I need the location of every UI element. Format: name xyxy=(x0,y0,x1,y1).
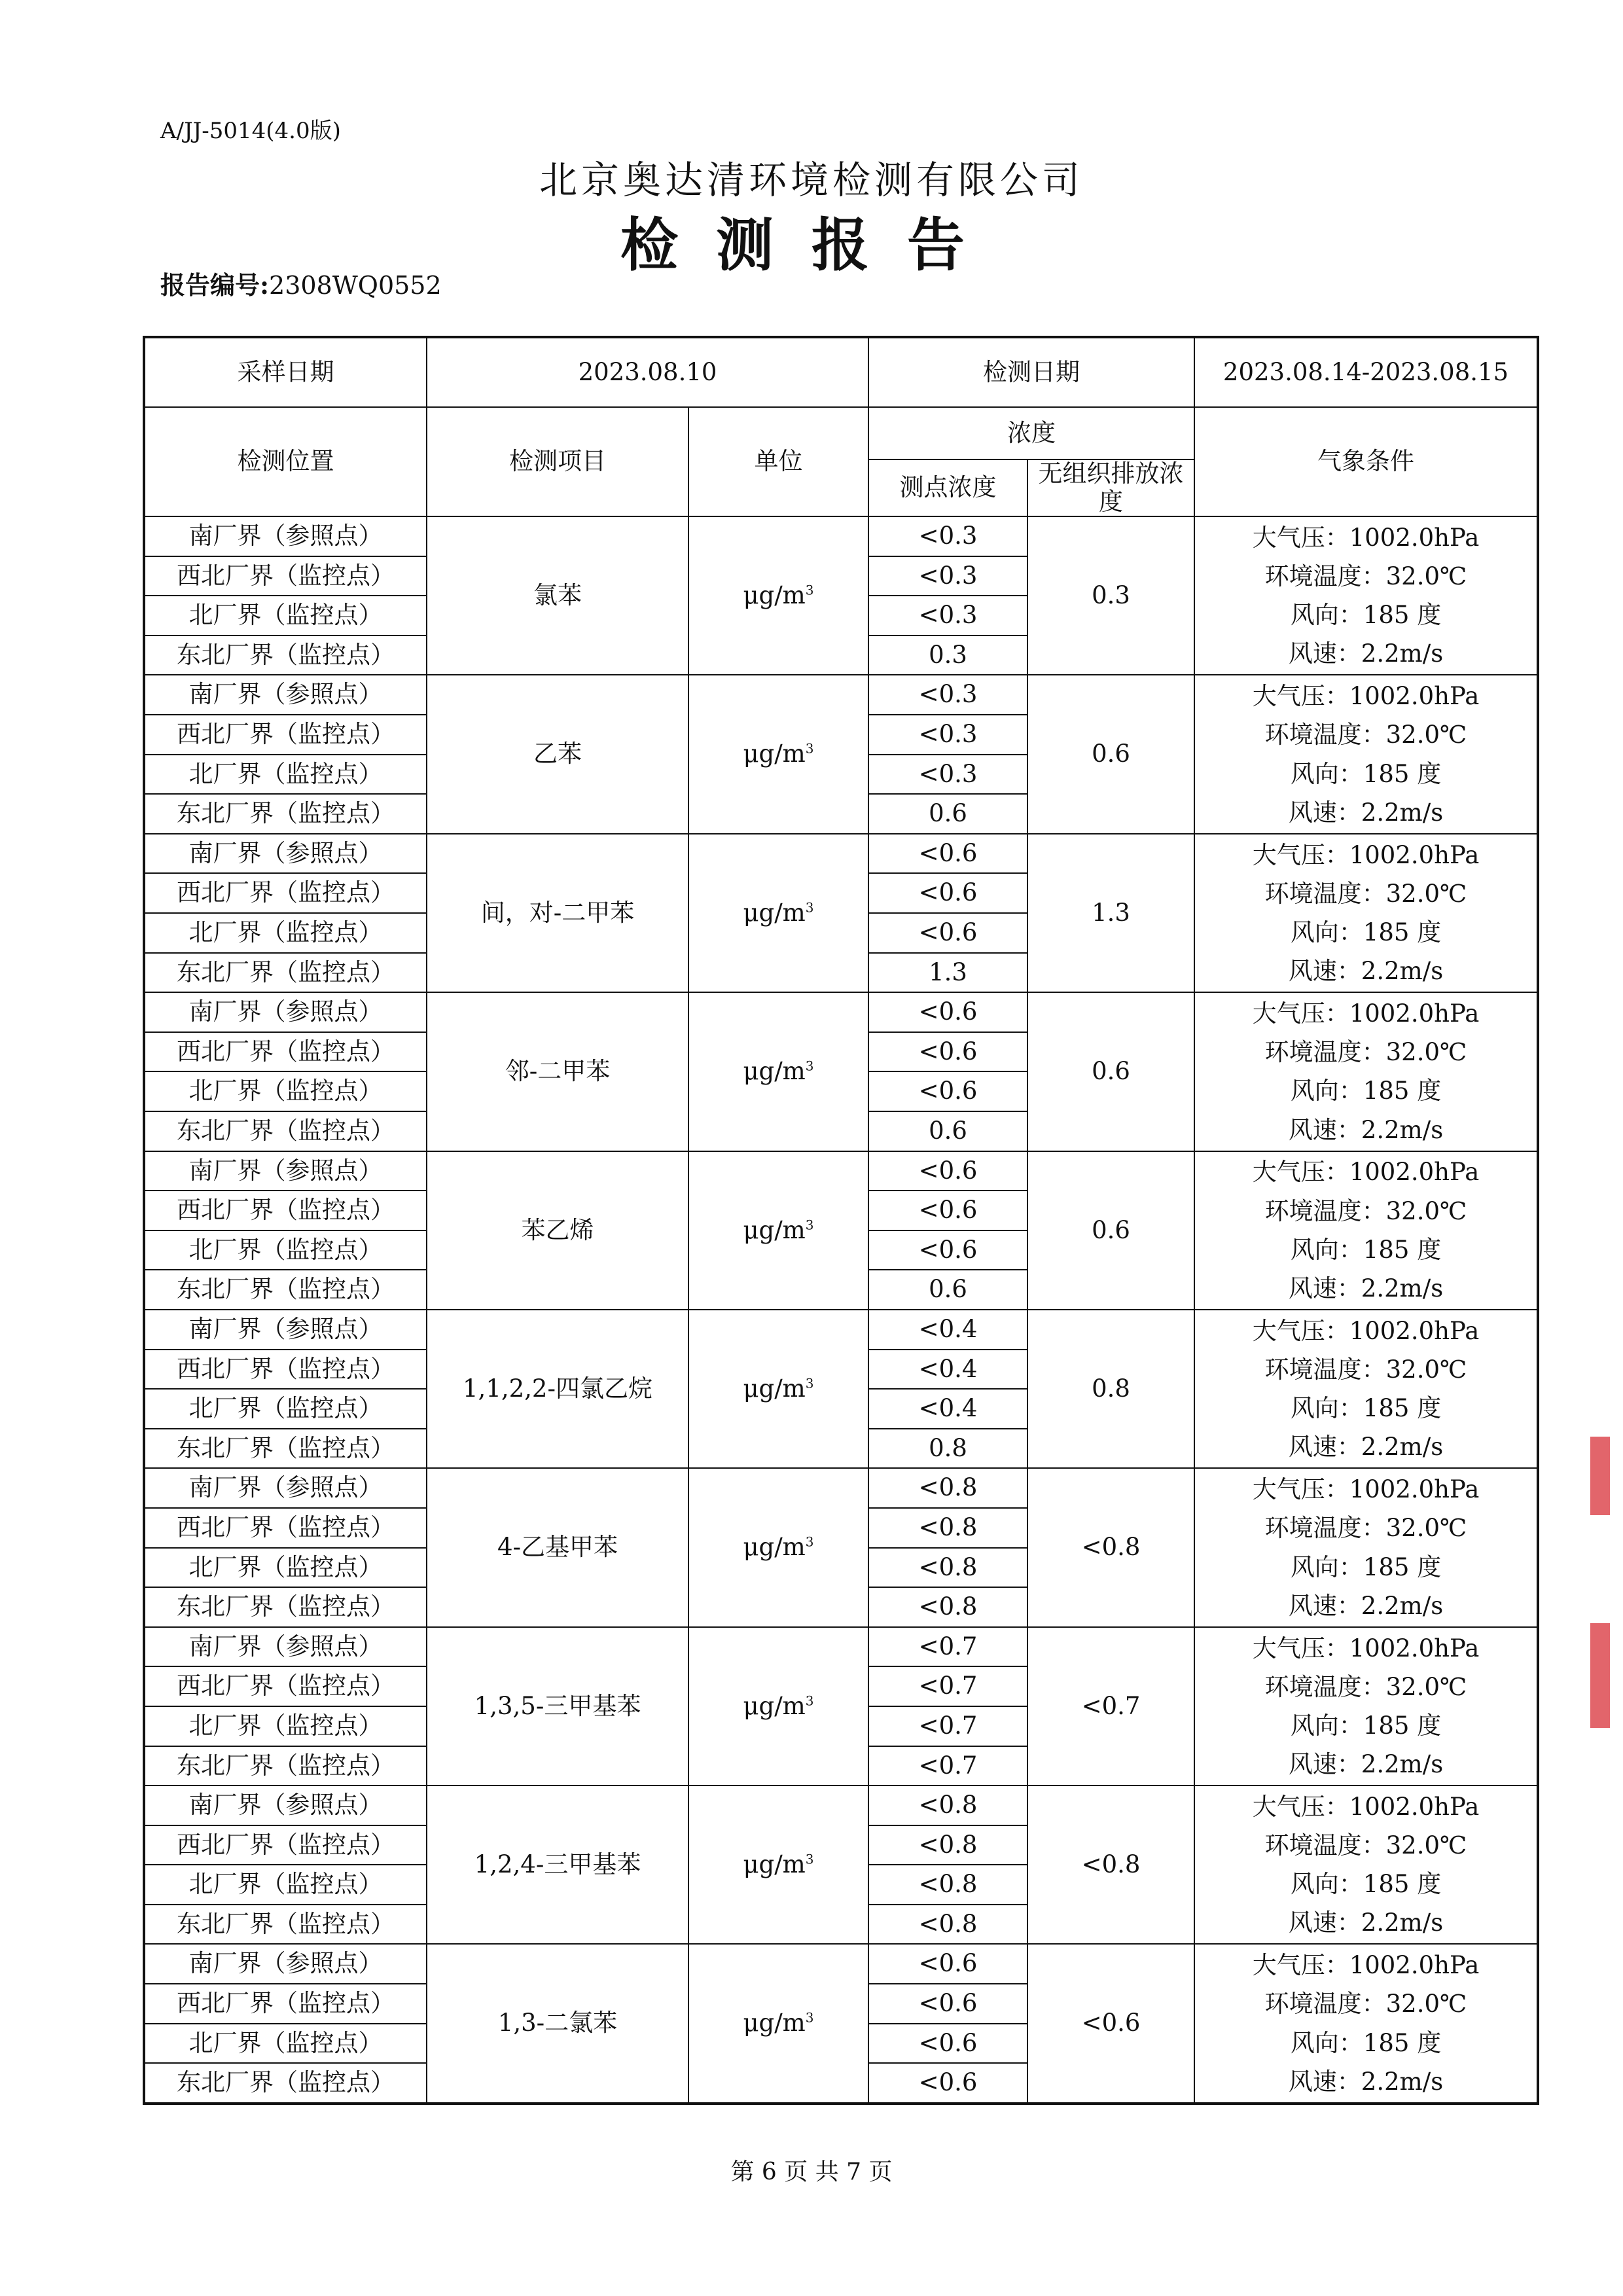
point-conc-cell: <0.7 xyxy=(868,1746,1027,1786)
weather-line: 环境温度：32.0℃ xyxy=(1264,1355,1467,1384)
point-conc-cell: <0.6 xyxy=(868,1984,1027,2024)
item-cell: 邻-二甲苯 xyxy=(427,992,688,1151)
location-cell: 西北厂界（监控点） xyxy=(144,1032,427,1072)
location-cell: 北厂界（监控点） xyxy=(144,2024,427,2064)
weather-line: 风速：2.2m/s xyxy=(1288,957,1444,986)
weather-line: 大气压：1002.0hPa xyxy=(1252,1951,1480,1980)
location-cell: 北厂界（监控点） xyxy=(144,755,427,795)
point-conc-cell: <0.8 xyxy=(868,1587,1027,1627)
location-cell: 南厂界（参照点） xyxy=(144,516,427,556)
weather-line: 风速：2.2m/s xyxy=(1288,1591,1444,1620)
table-row xyxy=(144,992,1538,1032)
weather-line: 风向：185 度 xyxy=(1290,2028,1442,2057)
location-cell: 北厂界（监控点） xyxy=(144,1389,427,1429)
unit-superscript: 3 xyxy=(805,2010,814,2026)
item-cell: 1,1,2,2-四氯乙烷 xyxy=(427,1310,688,1468)
report-number xyxy=(160,265,442,301)
table-row-header xyxy=(144,407,1538,459)
weather-line: 大气压：1002.0hPa xyxy=(1252,1475,1480,1504)
table-row-dates xyxy=(144,337,1538,407)
unit-text: μg/m xyxy=(743,1850,806,1878)
weather-cell xyxy=(1194,516,1538,675)
table-row xyxy=(144,1310,1538,1350)
weather-line: 环境温度：32.0℃ xyxy=(1264,1038,1467,1067)
point-conc-cell: <0.6 xyxy=(868,2024,1027,2064)
weather-line: 风速：2.2m/s xyxy=(1288,1274,1444,1302)
location-cell: 西北厂界（监控点） xyxy=(144,556,427,596)
location-cell: 东北厂界（监控点） xyxy=(144,1111,427,1151)
unit-cell xyxy=(688,992,868,1151)
seal-fragment xyxy=(1590,1437,1610,1515)
location-cell: 西北厂界（监控点） xyxy=(144,1825,427,1865)
location-cell: 东北厂界（监控点） xyxy=(144,1270,427,1310)
location-cell: 南厂界（参照点） xyxy=(144,992,427,1032)
location-cell: 南厂界（参照点） xyxy=(144,1785,427,1825)
location-cell: 南厂界（参照点） xyxy=(144,1151,427,1191)
page-number: 第 6 页 共 7 页 xyxy=(730,2159,893,2185)
table-row xyxy=(144,1468,1538,1508)
location-cell: 南厂界（参照点） xyxy=(144,834,427,874)
weather-line: 风向：185 度 xyxy=(1290,1870,1442,1899)
test-date: 2023.08.14-2023.08.15 xyxy=(1194,337,1538,407)
location-cell: 北厂界（监控点） xyxy=(144,1230,427,1270)
item-cell: 间，对-二甲苯 xyxy=(427,834,688,992)
table-row xyxy=(144,1151,1538,1191)
col-weather: 气象条件 xyxy=(1194,407,1538,516)
point-conc-cell: <0.7 xyxy=(868,1666,1027,1706)
item-cell: 4-乙基甲苯 xyxy=(427,1468,688,1626)
point-conc-cell: <0.7 xyxy=(868,1627,1027,1667)
weather-line: 风向：185 度 xyxy=(1290,1235,1442,1264)
company-name: 北京奥达清环境检测有限公司 xyxy=(539,158,1084,202)
point-conc-cell: <0.4 xyxy=(868,1389,1027,1429)
unit-text: μg/m xyxy=(743,1057,806,1086)
unit-text: μg/m xyxy=(743,1533,806,1562)
table-row xyxy=(144,1785,1538,1825)
point-conc-cell: <0.6 xyxy=(868,1032,1027,1072)
unit-cell xyxy=(688,516,868,675)
point-conc-cell: <0.8 xyxy=(868,1825,1027,1865)
unit-cell xyxy=(688,675,868,833)
weather-line: 环境温度：32.0℃ xyxy=(1264,1672,1467,1701)
location-cell: 西北厂界（监控点） xyxy=(144,1984,427,2024)
item-cell: 1,3,5-三甲基苯 xyxy=(427,1627,688,1785)
emission-cell: 0.3 xyxy=(1027,516,1194,675)
unit-text: μg/m xyxy=(743,581,806,609)
unit-superscript: 3 xyxy=(805,1534,814,1550)
point-conc-cell: <0.4 xyxy=(868,1350,1027,1390)
point-conc-cell: <0.8 xyxy=(868,1548,1027,1588)
weather-cell xyxy=(1194,1785,1538,1944)
weather-line: 风速：2.2m/s xyxy=(1288,1909,1444,1937)
weather-line: 风速：2.2m/s xyxy=(1288,1115,1444,1144)
point-conc-cell: <0.3 xyxy=(868,556,1027,596)
point-conc-cell: <0.6 xyxy=(868,1071,1027,1111)
location-cell: 东北厂界（监控点） xyxy=(144,1905,427,1945)
location-cell: 南厂界（参照点） xyxy=(144,1468,427,1508)
report-title: 检测报告 xyxy=(620,211,1003,279)
unit-superscript: 3 xyxy=(805,1058,814,1074)
emission-cell: 0.6 xyxy=(1027,992,1194,1151)
weather-line: 风速：2.2m/s xyxy=(1288,798,1444,827)
point-conc-cell: <0.8 xyxy=(868,1865,1027,1905)
weather-line: 大气压：1002.0hPa xyxy=(1252,1634,1480,1662)
point-conc-cell: <0.6 xyxy=(868,1944,1027,1984)
item-cell: 乙苯 xyxy=(427,675,688,833)
weather-line: 大气压：1002.0hPa xyxy=(1252,1792,1480,1821)
form-code: A/JJ-5014(4.0版) xyxy=(160,118,341,144)
col-unorganized: 无组织排放浓度 xyxy=(1027,459,1194,516)
unit-superscript: 3 xyxy=(805,899,814,916)
location-cell: 西北厂界（监控点） xyxy=(144,1350,427,1390)
location-cell: 南厂界（参照点） xyxy=(144,1310,427,1350)
point-conc-cell: <0.6 xyxy=(868,873,1027,913)
emission-cell: 0.6 xyxy=(1027,1151,1194,1310)
point-conc-cell: <0.3 xyxy=(868,675,1027,715)
unit-cell xyxy=(688,1468,868,1626)
test-date-label: 检测日期 xyxy=(868,337,1194,407)
location-cell: 北厂界（监控点） xyxy=(144,1071,427,1111)
sampling-date: 2023.08.10 xyxy=(427,337,868,407)
point-conc-cell: <0.6 xyxy=(868,992,1027,1032)
unit-cell xyxy=(688,1310,868,1468)
location-cell: 东北厂界（监控点） xyxy=(144,953,427,993)
point-conc-cell: <0.3 xyxy=(868,755,1027,795)
unit-superscript: 3 xyxy=(805,1693,814,1709)
weather-line: 风向：185 度 xyxy=(1290,601,1442,630)
emission-cell: <0.8 xyxy=(1027,1785,1194,1944)
point-conc-cell: <0.7 xyxy=(868,1706,1027,1746)
location-cell: 南厂界（参照点） xyxy=(144,675,427,715)
point-conc-cell: <0.3 xyxy=(868,516,1027,556)
point-conc-cell: <0.6 xyxy=(868,1151,1027,1191)
weather-line: 风向：185 度 xyxy=(1290,918,1442,947)
point-conc-cell: <0.8 xyxy=(868,1905,1027,1945)
col-concentration: 浓度 xyxy=(868,407,1194,459)
unit-cell xyxy=(688,1944,868,2103)
table-row xyxy=(144,516,1538,556)
unit-text: μg/m xyxy=(743,1215,806,1244)
location-cell: 东北厂界（监控点） xyxy=(144,1429,427,1469)
table-row xyxy=(144,1944,1538,1984)
col-point-conc: 测点浓度 xyxy=(868,459,1027,516)
location-cell: 西北厂界（监控点） xyxy=(144,873,427,913)
weather-cell xyxy=(1194,1310,1538,1468)
weather-cell xyxy=(1194,1468,1538,1626)
point-conc-cell: 0.3 xyxy=(868,636,1027,675)
point-conc-cell: <0.3 xyxy=(868,715,1027,755)
location-cell: 北厂界（监控点） xyxy=(144,913,427,953)
item-cell: 1,3-二氯苯 xyxy=(427,1944,688,2103)
weather-cell xyxy=(1194,675,1538,833)
unit-superscript: 3 xyxy=(805,741,814,757)
emission-cell: 0.8 xyxy=(1027,1310,1194,1468)
unit-superscript: 3 xyxy=(805,1375,814,1391)
weather-line: 风向：185 度 xyxy=(1290,1077,1442,1105)
location-cell: 东北厂界（监控点） xyxy=(144,1587,427,1627)
weather-line: 环境温度：32.0℃ xyxy=(1264,1831,1467,1860)
weather-cell xyxy=(1194,1627,1538,1785)
unit-superscript: 3 xyxy=(805,1217,814,1233)
unit-text: μg/m xyxy=(743,898,806,927)
point-conc-cell: <0.6 xyxy=(868,834,1027,874)
item-cell: 氯苯 xyxy=(427,516,688,675)
weather-line: 风向：185 度 xyxy=(1290,1711,1442,1740)
weather-line: 风速：2.2m/s xyxy=(1288,1433,1444,1462)
point-conc-cell: 0.6 xyxy=(868,1270,1027,1310)
location-cell: 东北厂界（监控点） xyxy=(144,1746,427,1786)
weather-line: 环境温度：32.0℃ xyxy=(1264,721,1467,749)
unit-cell xyxy=(688,1151,868,1310)
unit-cell xyxy=(688,834,868,992)
emission-cell: <0.7 xyxy=(1027,1627,1194,1785)
point-conc-cell: 0.6 xyxy=(868,794,1027,834)
weather-cell xyxy=(1194,1944,1538,2103)
weather-line: 大气压：1002.0hPa xyxy=(1252,999,1480,1028)
location-cell: 东北厂界（监控点） xyxy=(144,2063,427,2104)
point-conc-cell: <0.8 xyxy=(868,1785,1027,1825)
weather-line: 大气压：1002.0hPa xyxy=(1252,682,1480,711)
table-row xyxy=(144,1627,1538,1667)
weather-line: 风速：2.2m/s xyxy=(1288,639,1444,668)
location-cell: 东北厂界（监控点） xyxy=(144,636,427,675)
weather-line: 风速：2.2m/s xyxy=(1288,1750,1444,1779)
emission-cell: 1.3 xyxy=(1027,834,1194,992)
location-cell: 西北厂界（监控点） xyxy=(144,715,427,755)
report-number-value: 2308WQ0552 xyxy=(269,271,442,300)
emission-cell: 0.6 xyxy=(1027,675,1194,833)
weather-cell xyxy=(1194,834,1538,992)
sampling-date-label: 采样日期 xyxy=(144,337,427,407)
unit-text: μg/m xyxy=(743,1374,806,1403)
location-cell: 北厂界（监控点） xyxy=(144,1865,427,1905)
weather-line: 环境温度：32.0℃ xyxy=(1264,562,1467,591)
point-conc-cell: <0.6 xyxy=(868,2063,1027,2104)
point-conc-cell: <0.3 xyxy=(868,596,1027,636)
col-unit: 单位 xyxy=(688,407,868,516)
location-cell: 西北厂界（监控点） xyxy=(144,1191,427,1230)
location-cell: 西北厂界（监控点） xyxy=(144,1508,427,1548)
location-cell: 西北厂界（监控点） xyxy=(144,1666,427,1706)
point-conc-cell: 0.8 xyxy=(868,1429,1027,1469)
point-conc-cell: <0.6 xyxy=(868,913,1027,953)
results-table xyxy=(143,336,1539,2105)
unit-text: μg/m xyxy=(743,1691,806,1720)
seal-fragment xyxy=(1590,1623,1610,1728)
point-conc-cell: <0.6 xyxy=(868,1191,1027,1230)
weather-line: 风向：185 度 xyxy=(1290,1394,1442,1423)
point-conc-cell: <0.4 xyxy=(868,1310,1027,1350)
weather-line: 环境温度：32.0℃ xyxy=(1264,1196,1467,1225)
weather-cell xyxy=(1194,1151,1538,1310)
unit-cell xyxy=(688,1627,868,1785)
col-location: 检测位置 xyxy=(144,407,427,516)
table-row xyxy=(144,675,1538,715)
point-conc-cell: <0.8 xyxy=(868,1468,1027,1508)
location-cell: 南厂界（参照点） xyxy=(144,1944,427,1984)
item-cell: 苯乙烯 xyxy=(427,1151,688,1310)
weather-line: 环境温度：32.0℃ xyxy=(1264,1514,1467,1543)
emission-cell: <0.8 xyxy=(1027,1468,1194,1626)
point-conc-cell: 0.6 xyxy=(868,1111,1027,1151)
weather-line: 大气压：1002.0hPa xyxy=(1252,1158,1480,1187)
point-conc-cell: <0.6 xyxy=(868,1230,1027,1270)
unit-superscript: 3 xyxy=(805,1851,814,1867)
location-cell: 东北厂界（监控点） xyxy=(144,794,427,834)
location-cell: 北厂界（监控点） xyxy=(144,1548,427,1588)
weather-line: 环境温度：32.0℃ xyxy=(1264,1990,1467,2018)
unit-text: μg/m xyxy=(743,2009,806,2037)
weather-line: 大气压：1002.0hPa xyxy=(1252,523,1480,552)
weather-line: 大气压：1002.0hPa xyxy=(1252,840,1480,869)
point-conc-cell: 1.3 xyxy=(868,953,1027,993)
unit-text: μg/m xyxy=(743,740,806,768)
unit-superscript: 3 xyxy=(805,582,814,598)
weather-cell xyxy=(1194,992,1538,1151)
item-cell: 1,2,4-三甲基苯 xyxy=(427,1785,688,1944)
location-cell: 北厂界（监控点） xyxy=(144,596,427,636)
weather-line: 风速：2.2m/s xyxy=(1288,2067,1444,2096)
emission-cell: <0.6 xyxy=(1027,1944,1194,2103)
report-number-label: 报告编号: xyxy=(160,270,270,300)
weather-line: 环境温度：32.0℃ xyxy=(1264,879,1467,908)
location-cell: 北厂界（监控点） xyxy=(144,1706,427,1746)
weather-line: 大气压：1002.0hPa xyxy=(1252,1316,1480,1345)
col-item: 检测项目 xyxy=(427,407,688,516)
unit-cell xyxy=(688,1785,868,1944)
weather-line: 风向：185 度 xyxy=(1290,759,1442,788)
location-cell: 南厂界（参照点） xyxy=(144,1627,427,1667)
weather-line: 风向：185 度 xyxy=(1290,1552,1442,1581)
table-row xyxy=(144,834,1538,874)
point-conc-cell: <0.8 xyxy=(868,1508,1027,1548)
